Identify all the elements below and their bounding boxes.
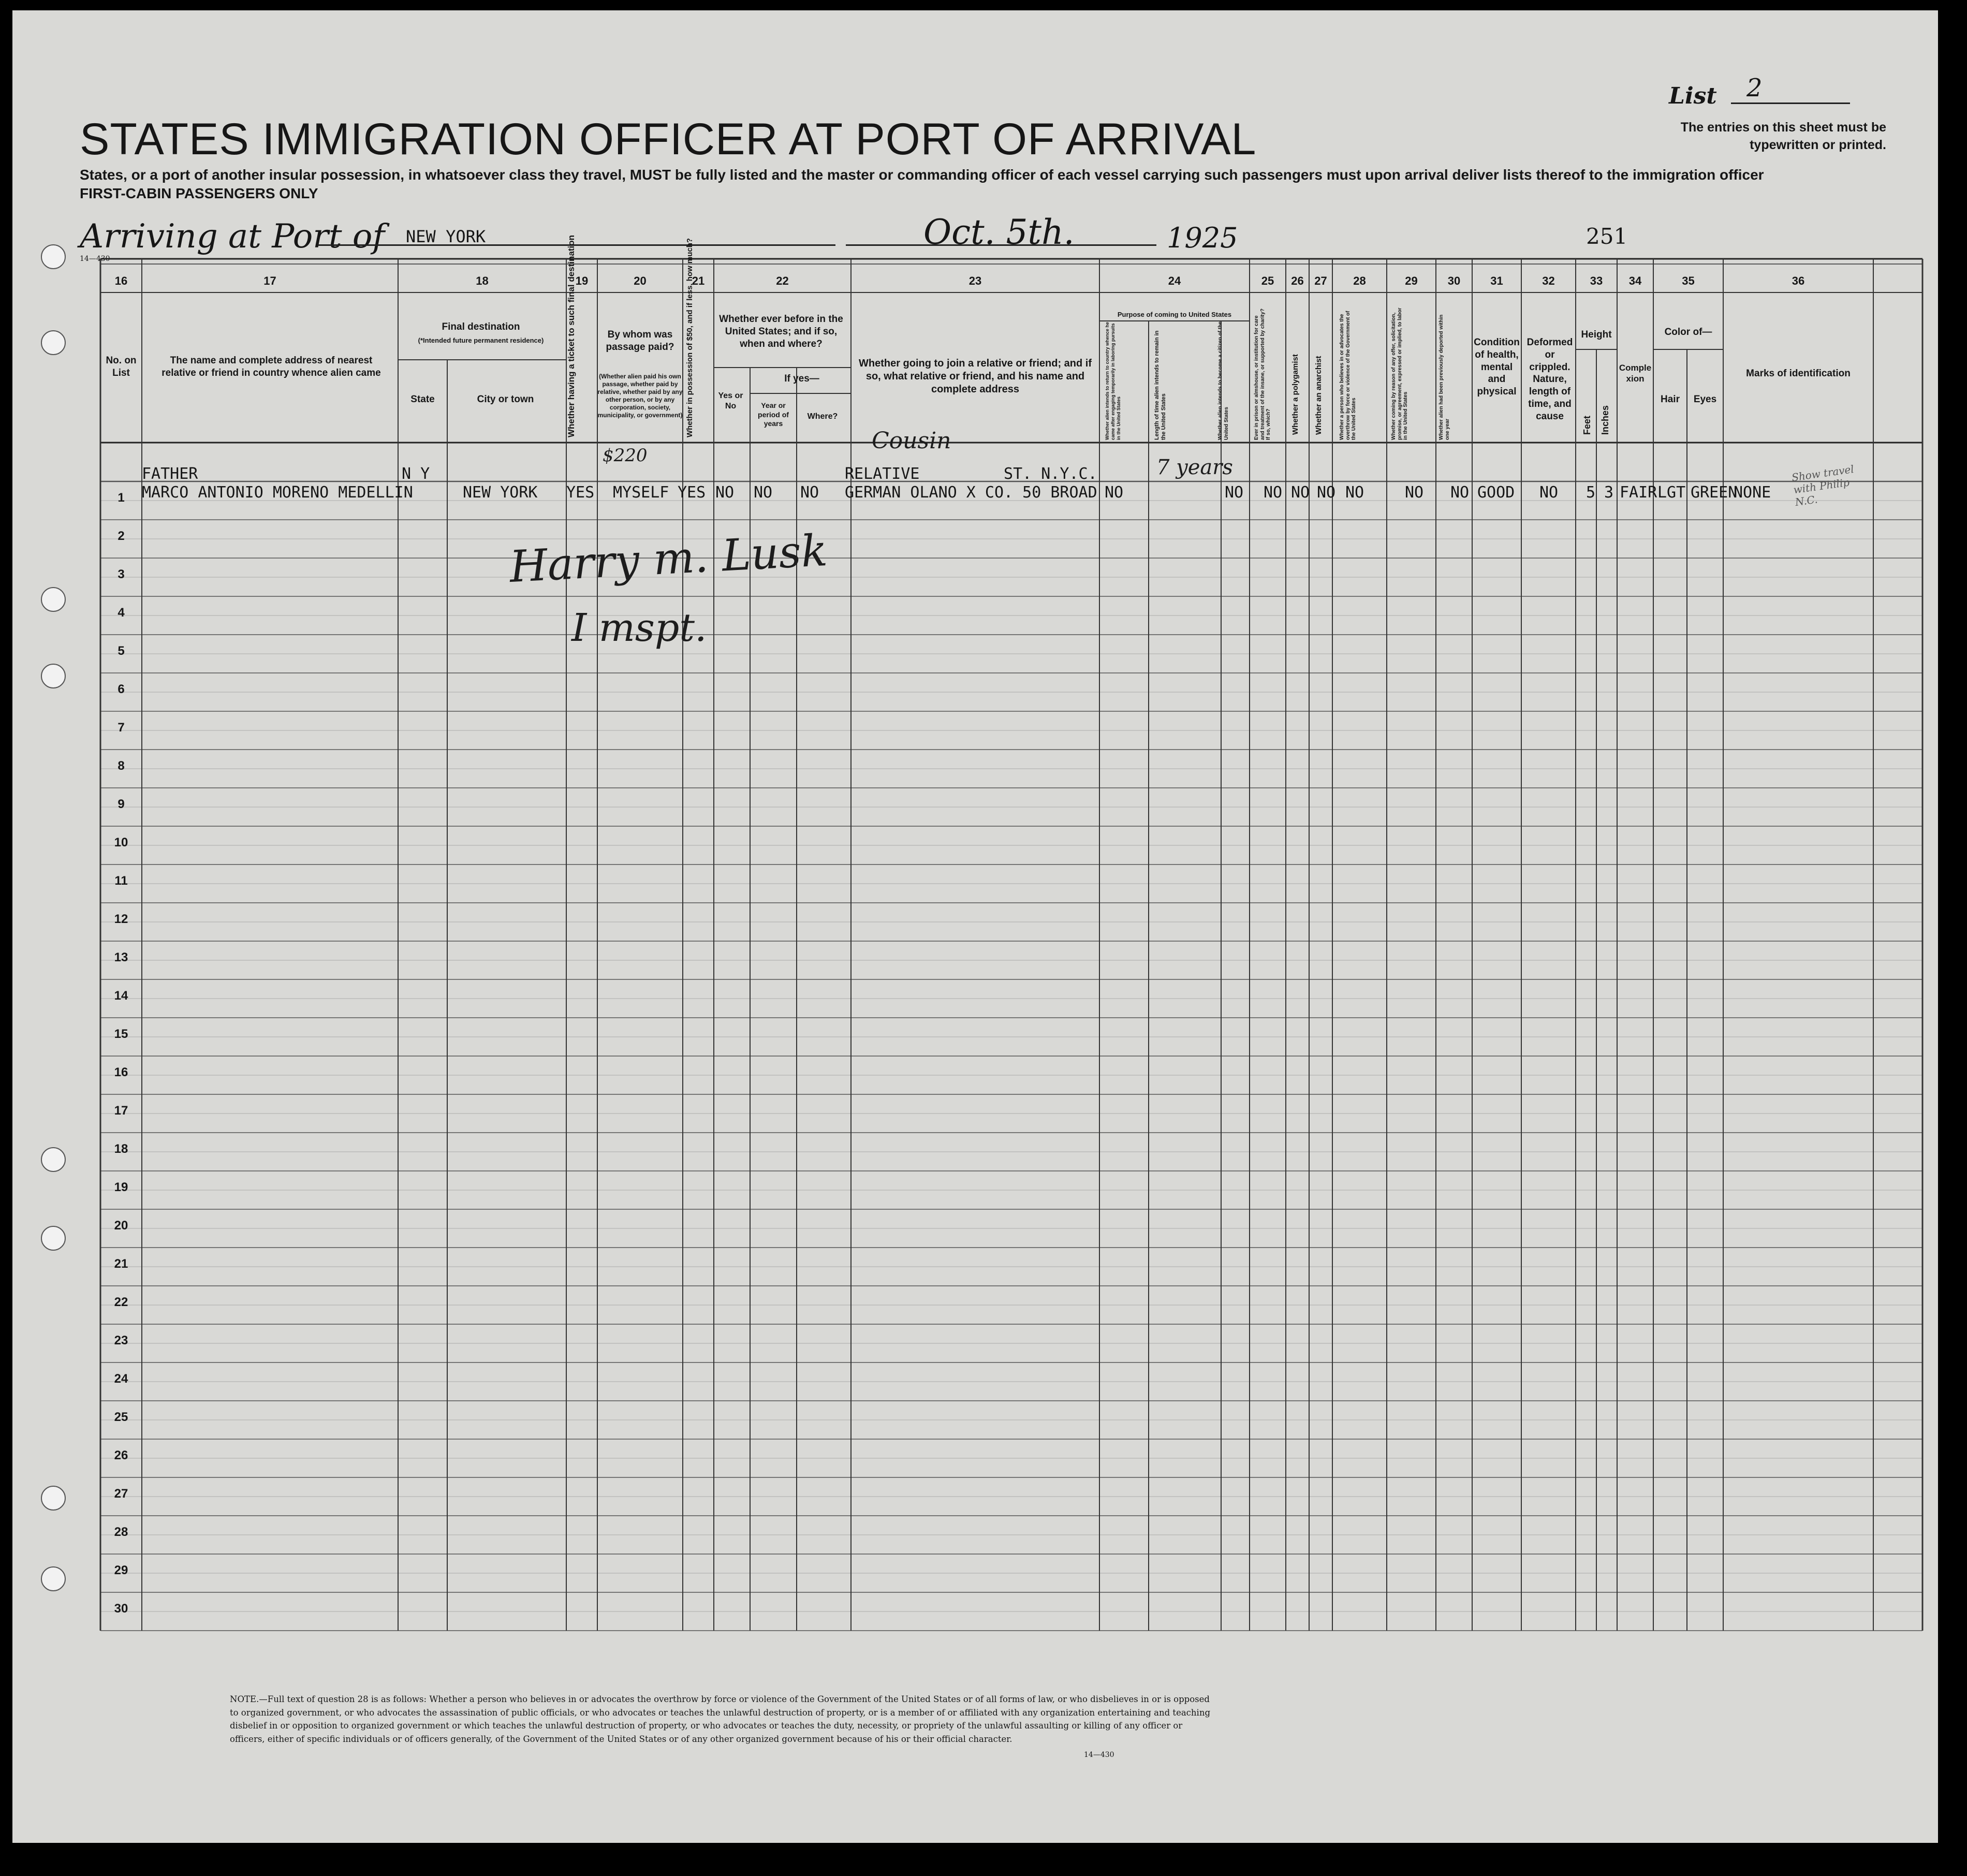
header-feet: Feet <box>1582 415 1592 435</box>
header-deformed: Deformed or crippled. Nature, length of time, and cause <box>1526 337 1573 422</box>
header-no-on-list: No. on List <box>106 355 137 378</box>
column-number: 16 <box>114 274 128 287</box>
inspector-title: I mspt. <box>571 606 707 650</box>
marks-value: NONE <box>1734 483 1771 502</box>
first-cabin-note: FIRST-CABIN PASSENGERS ONLY <box>80 185 318 202</box>
arriving-label: Arriving at Port of <box>80 217 385 256</box>
header-where: Where? <box>807 412 838 421</box>
feet-value: 5 <box>1586 483 1596 502</box>
header-height: Height <box>1581 329 1612 340</box>
page-title: STATES IMMIGRATION OFFICER AT PORT OF ARRIVAL <box>80 114 1257 164</box>
header-purpose-citizen: Whether alien intends to become a citizen of the United States <box>1217 321 1229 440</box>
anarchist-value: NO <box>1317 483 1336 502</box>
manifest-sheet <box>12 10 1938 1843</box>
polygamist-value: NO <box>1291 483 1310 502</box>
row-number: 3 <box>118 567 125 581</box>
row-number: 20 <box>114 1219 128 1233</box>
row-number: 28 <box>114 1525 128 1539</box>
city-value: NEW YORK <box>463 483 538 502</box>
row-number: 25 <box>114 1410 128 1424</box>
column-number: 29 <box>1405 274 1418 287</box>
header-ever-before: Whether ever before in the United States; and if so, when and where? <box>719 314 843 349</box>
row-number: 6 <box>118 682 125 696</box>
column-number: 36 <box>1792 274 1805 287</box>
header-final-destination: Final destination <box>442 321 520 332</box>
column-number: 34 <box>1628 274 1642 287</box>
column-number: 23 <box>968 274 982 287</box>
column-number: 31 <box>1490 274 1503 287</box>
row-number: 7 <box>118 721 125 735</box>
header-prison: Ever in prison or almshouse, or institution for care and treatment of the insane, or supported by charity? If so, which? <box>1254 309 1271 440</box>
row-number: 13 <box>114 950 128 964</box>
relative-type: FATHER <box>142 465 198 483</box>
where-value: NO <box>800 483 819 502</box>
header-yes-no: Yes or No <box>718 391 743 411</box>
row-number: 4 <box>118 606 125 620</box>
state-value: N Y <box>402 465 430 483</box>
passage-paid-value: MYSELF <box>613 483 669 502</box>
column-number: 18 <box>476 274 489 287</box>
header-passage-paid: By whom was passage paid? <box>606 329 674 353</box>
fifty-dollars-value: YES <box>678 483 706 502</box>
return-intent-value: NO <box>1105 483 1124 502</box>
header-color-of: Color of— <box>1664 327 1712 338</box>
instructions-line: States, or a port of another insular possession, in whatsoever class they travel, MUST be fully listed and the master or commanding officer of each vessel carrying such passengers must upon arrival deliver lists thereof to the immigration officer <box>80 167 1764 183</box>
joining-line-2: GERMAN OLANO X CO. 50 BROAD <box>845 483 1097 502</box>
row-number: 1 <box>118 491 125 505</box>
hair-value: LGT <box>1657 483 1686 502</box>
row-number: 12 <box>114 912 128 926</box>
citizen-value: NO <box>1225 483 1244 502</box>
row-number: 9 <box>118 797 125 811</box>
health-value: GOOD <box>1477 483 1515 502</box>
row-number: 8 <box>118 759 125 773</box>
row-number: 22 <box>114 1295 128 1309</box>
row-number: 18 <box>114 1142 128 1156</box>
row-number: 15 <box>114 1027 128 1041</box>
arrival-date: Oct. 5th. <box>923 212 1075 252</box>
footnote: NOTE.—Full text of question 28 is as follows: Whether a person who believes in or advocates the overthrow by force or violence of the Government of the United States or of all forms of law, or who disbelieves in or is opposed to organized government, or who advocates the assassination of public officials, or who advocates or teaches the unlawful destruction of property, or is a member of or affiliated with any organization entertaining and teaching disbelief in or opposition to organized government or which teaches the unlawful destruction of property, or who advocates or teaches the duty, necessity, or propriety of the unlawful assaulting or killing of any officer or officers, either of specific individuals or of officers generally, of the Government of the United States or of any other organized government because of his or their official character. <box>230 1694 1211 1744</box>
header-anarchist: Whether an anarchist <box>1314 356 1323 435</box>
column-number: 27 <box>1314 274 1327 287</box>
header-fifty-dollars: Whether in possession of $50, and if less, how much? <box>685 238 694 437</box>
row-number: 14 <box>114 989 128 1003</box>
list-label: List <box>1669 83 1717 109</box>
row-number: 16 <box>114 1065 128 1079</box>
row-number: 11 <box>114 874 128 888</box>
header-hair: Hair <box>1661 394 1680 405</box>
column-number: 22 <box>776 274 789 287</box>
sheet-note: The entries on this sheet must be typewritten or printed. <box>1680 120 1886 152</box>
header-state: State <box>410 394 435 405</box>
header-nearest-relative: The name and complete address of nearest relative or friend in country whence alien came <box>162 355 381 378</box>
list-number: 2 <box>1746 74 1763 102</box>
row-number: 30 <box>114 1602 128 1616</box>
column-number: 25 <box>1261 274 1274 287</box>
joining-line-1: RELATIVE ST. N.Y.C. <box>845 465 1097 483</box>
relative-name: MARCO ANTONIO MORENO MEDELLIN <box>142 483 413 502</box>
column-number: 17 <box>263 274 276 287</box>
header-complexion: Complexion <box>1619 363 1652 384</box>
passage-amount: $220 <box>603 445 648 466</box>
row-number: 2 <box>118 529 125 543</box>
header-inches: Inches <box>1600 405 1610 435</box>
eyes-value: GREEN <box>1691 483 1738 502</box>
column-number: 24 <box>1168 274 1181 287</box>
header-if-yes: If yes— <box>784 373 819 384</box>
column-number: 30 <box>1447 274 1461 287</box>
column-number: 21 <box>692 274 705 287</box>
prison-value: NO <box>1264 483 1283 502</box>
row-number: 5 <box>118 644 125 658</box>
header-purpose-length: Length of time alien intends to remain in the United States <box>1154 330 1167 440</box>
column-number: 26 <box>1291 274 1304 287</box>
column-number: 19 <box>575 274 589 287</box>
row-number: 29 <box>114 1563 128 1577</box>
overthrow-value: NO <box>1345 483 1364 502</box>
header-passage-paid-sub: (Whether alien paid his own passage, whether paid by relative, whether paid by any other person, or by any corporation, society, municipality, or government) <box>597 373 683 419</box>
header-overthrow: Whether a person who believes in or advocates the overthrow by force or violence of the Government of the United States <box>1339 311 1357 440</box>
deformed-value: NO <box>1539 483 1559 502</box>
inspector-signature: Harry m. Lusk <box>508 524 829 593</box>
labor-contract-value: NO <box>1405 483 1424 502</box>
column-number: 32 <box>1542 274 1555 287</box>
year-period-value: NO <box>754 483 773 502</box>
header-health: Condition of health, mental and physical <box>1474 337 1520 397</box>
deported-value: NO <box>1450 483 1470 502</box>
page-number: 251 <box>1586 224 1628 249</box>
column-number: 28 <box>1353 274 1366 287</box>
row-number: 17 <box>114 1104 128 1118</box>
header-final-destination-sub: (*Intended future permanent residence) <box>418 336 544 344</box>
header-labor-contract: Whether coming by reason of any offer, solicitation, promise, or agreement, expressed or implied, to labor in the United States <box>1391 307 1408 440</box>
row-number: 19 <box>114 1180 128 1194</box>
header-polygamist: Whether a polygamist <box>1291 354 1300 435</box>
header-ticket: Whether having a ticket to such final destination <box>566 234 576 437</box>
ever-before-value: NO <box>715 483 735 502</box>
row-number: 23 <box>114 1333 128 1347</box>
marks-note: Show travel with Philip N.C. <box>1790 462 1855 509</box>
header-purpose: Purpose of coming to United States <box>1117 311 1232 318</box>
header-marks: Marks of identification <box>1746 368 1851 379</box>
header-eyes: Eyes <box>1693 394 1717 405</box>
row-number: 24 <box>114 1372 128 1386</box>
header-purpose-return: Whether alien intends to return to country whence he came after engaging temporarily in laboring pursuits in the United States <box>1105 321 1121 440</box>
inches-value: 3 <box>1604 483 1614 502</box>
header-year-period: Year or period of years <box>758 401 789 428</box>
row-number: 27 <box>114 1487 128 1501</box>
port-value: NEW YORK <box>406 227 486 246</box>
arrival-year: 1925 <box>1167 222 1238 254</box>
header-joining: Whether going to join a relative or friend; and if so, what relative or friend, and his name and complete address <box>858 358 1092 395</box>
header-deported: Whether alien had been previously deported within one year <box>1438 314 1450 440</box>
complexion-value: FAIR <box>1620 483 1657 502</box>
length-of-stay: 7 years <box>1156 456 1233 479</box>
ticket-value: YES <box>566 483 595 502</box>
row-number: 26 <box>114 1448 128 1462</box>
footnote-code: 14—430 <box>1084 1751 1114 1759</box>
row-number: 21 <box>114 1257 128 1271</box>
column-number: 20 <box>634 274 647 287</box>
column-number: 33 <box>1590 274 1603 287</box>
row-number: 10 <box>114 836 128 849</box>
header-city: City or town <box>477 394 534 405</box>
form-code: 14—430 <box>80 255 110 263</box>
joining-note: Cousin <box>872 428 951 454</box>
column-number: 35 <box>1682 274 1695 287</box>
